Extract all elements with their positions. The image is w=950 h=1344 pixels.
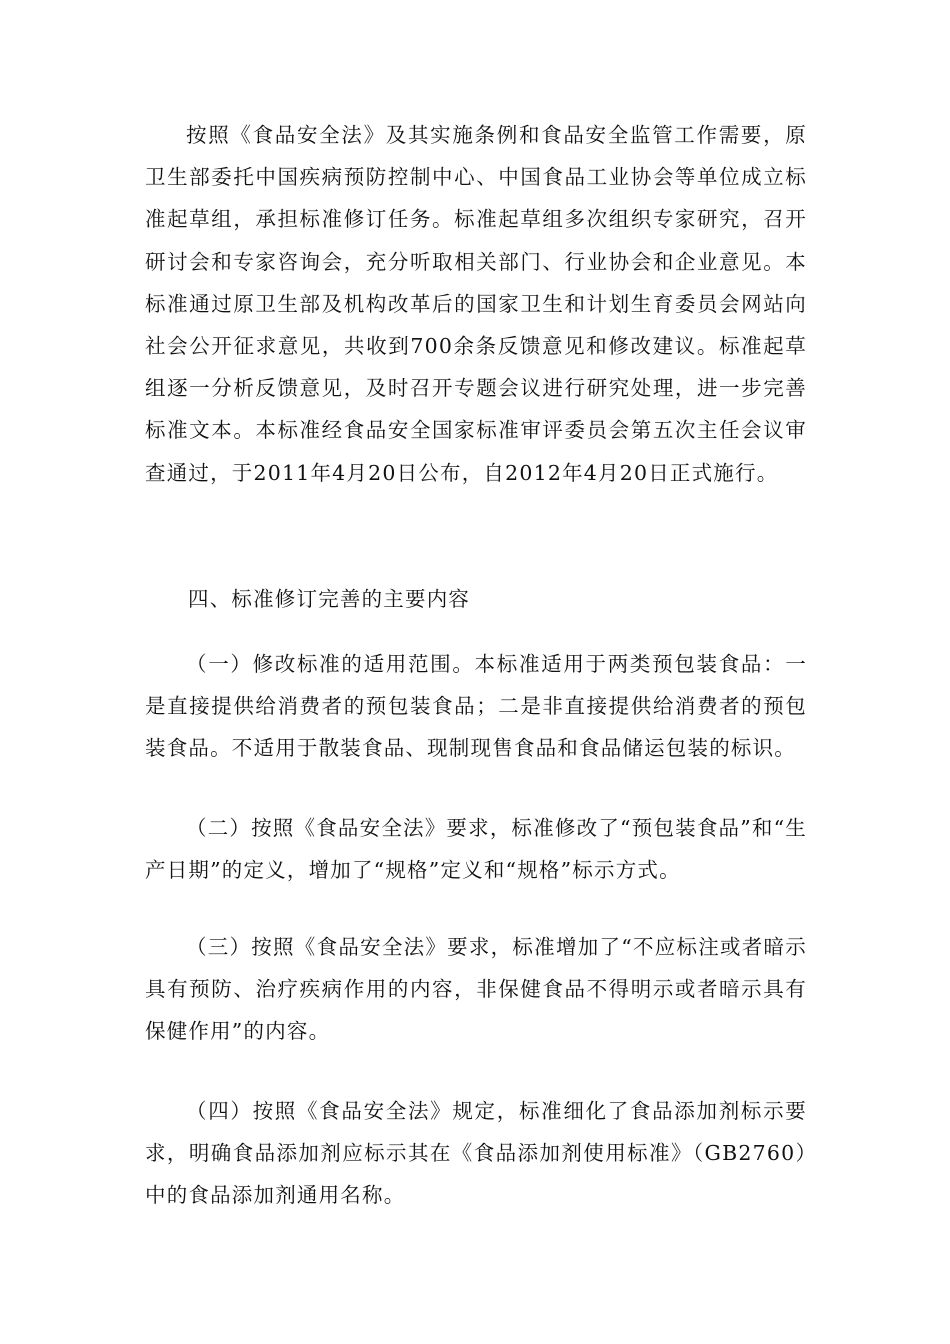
paragraph-scope: （一）修改标准的适用范围。本标准适用于两类预包装食品：一是直接提供给消费者的预包装食品；二是非直接提供给消费者的预包装食品。不适用于散装食品、现制现售食品和食品储运包装的标识。	[145, 652, 807, 761]
paragraph-health-claims: （三）按照《食品安全法》要求，标准增加了“不应标注或者暗示具有预防、治疗疾病作用的内容，非保健食品不得明示或者暗示具有保健作用”的内容。	[145, 935, 807, 1044]
paragraph-food-additives: （四）按照《食品安全法》规定，标准细化了食品添加剂标示要求，明确食品添加剂应标示其在《食品添加剂使用标准》（GB2760）中的食品添加剂通用名称。	[145, 1099, 807, 1208]
paragraph-drafting-process: 按照《食品安全法》及其实施条例和食品安全监管工作需要，原卫生部委托中国疾病预防控制中心、中国食品工业协会等单位成立标准起草组，承担标准修订任务。标准起草组多次组织专家研究，召开研讨会和专家咨询会，充分听取相关部门、行业协会和企业意见。本标准通过原卫生部及机构改革后的国家卫生和计划生育委员会网站向社会公开征求意见，共收到700余条反馈意见和修改建议。标准起草组逐一分析反馈意见，及时召开专题会议进行研究处理，进一步完善标准文本。本标准经食品安全国家标准审评委员会第五次主任会议审查通过，于2011年4月20日公布，自2012年4月20日正式施行。	[145, 123, 807, 485]
section-heading-main-contents: 四、标准修订完善的主要内容	[188, 587, 471, 611]
paragraph-definitions: （二）按照《食品安全法》要求，标准修改了“预包装食品”和“生产日期”的定义，增加了“规格”定义和“规格”标示方式。	[145, 816, 807, 883]
